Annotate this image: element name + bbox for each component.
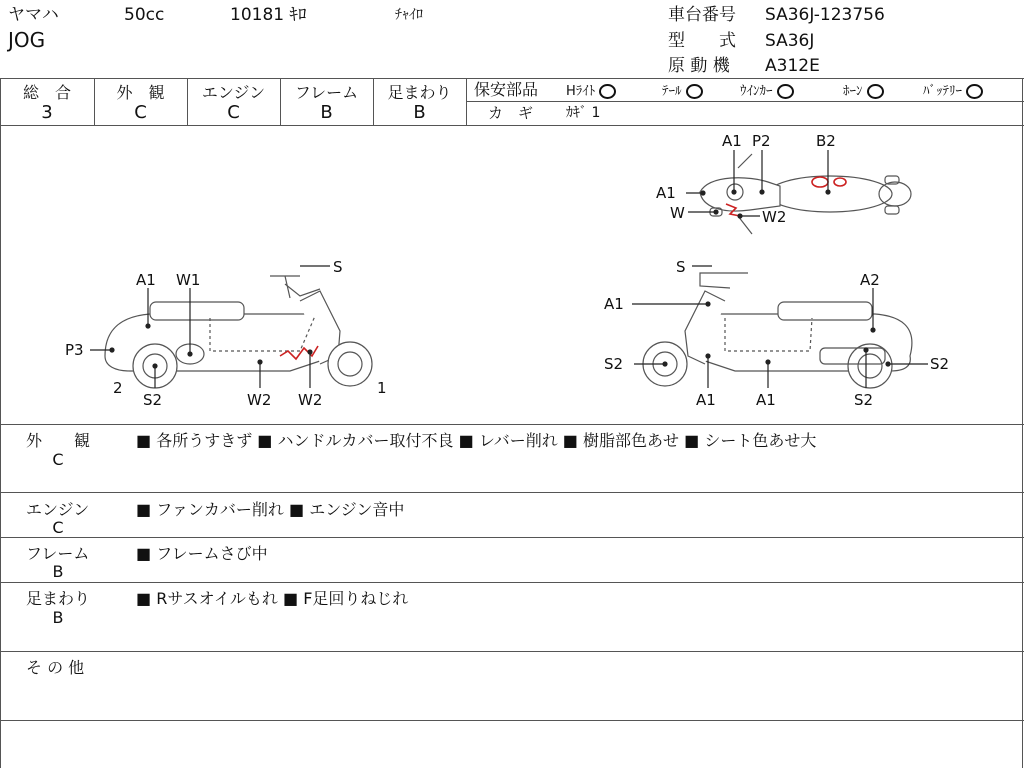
diagram-label: S <box>333 258 343 276</box>
section-grade-frame: B <box>52 562 64 581</box>
key-label: カ ギ <box>488 104 534 122</box>
displacement: 50cc <box>124 5 165 25</box>
section-label-exterior: 外 観 <box>26 431 91 450</box>
grade-header-suspension: 足まわり <box>387 83 452 102</box>
grade-value-engine: C <box>227 102 240 123</box>
diagram-label: A2 <box>860 271 880 289</box>
scooter-diagram <box>0 126 1022 424</box>
ok-circle-icon <box>599 84 616 99</box>
diagram-label: W2 <box>762 208 787 226</box>
engine-label: 原 動 機 <box>668 56 730 76</box>
section-items-exterior: ■ 各所うすきず ■ ハンドルカバー取付不良 ■ レバー削れ ■ 樹脂部色あせ ■ シート色あせ大 <box>136 431 817 450</box>
section-grade-suspension: B <box>52 608 64 627</box>
ok-circle-icon <box>867 84 884 99</box>
mileage: 10181 ｷﾛ <box>230 5 307 25</box>
section-items-suspension: ■ Rサスオイルもれ ■ F足回りねじれ <box>136 589 409 608</box>
diagram-label: B2 <box>816 132 836 150</box>
ok-circle-icon <box>777 84 794 99</box>
section-grade-exterior: C <box>52 450 64 469</box>
safety-label: 保安部品 <box>474 80 539 99</box>
diagram-label: A1 <box>696 391 716 409</box>
grade-header-overall: 総 合 <box>22 83 71 102</box>
diagram-label: W2 <box>247 391 272 409</box>
frame-no: SA36J-123756 <box>765 5 885 25</box>
frame-no-label: 車台番号 <box>668 5 736 25</box>
scooter-left-view <box>105 276 372 388</box>
diagram-label: 1 <box>377 379 387 397</box>
grade-header-frame: フレーム <box>294 83 359 102</box>
scooter-top-view <box>700 154 911 234</box>
section-label-engine: エンジン <box>26 500 90 519</box>
ok-circle-icon <box>686 84 703 99</box>
diagram-label: A1 <box>136 271 156 289</box>
diagram-label: S2 <box>604 355 624 373</box>
section-label-other: そ の 他 <box>26 658 85 677</box>
grade-header-exterior: 外 観 <box>116 83 165 102</box>
model-name: JOG <box>8 28 46 52</box>
safety-item-tail: ﾃｰﾙ <box>662 80 703 99</box>
section-items-engine: ■ ファンカバー削れ ■ エンジン音中 <box>136 500 405 519</box>
section-label-suspension: 足まわり <box>26 589 91 608</box>
diagram-label: S <box>676 258 686 276</box>
diagram-label: P3 <box>65 341 84 359</box>
grade-value-frame: B <box>320 102 333 123</box>
diagram-label: 2 <box>113 379 123 397</box>
section-label-frame: フレーム <box>26 544 90 563</box>
type-label: 型 式 <box>668 31 736 51</box>
grade-value-overall: 3 <box>41 102 53 123</box>
diagram-label: A1 <box>604 295 624 313</box>
safety-item-headlight: Hﾗｲﾄ <box>566 80 616 99</box>
diagram-label: S2 <box>143 391 163 409</box>
grade-header-engine: エンジン <box>201 83 266 102</box>
diagram-label: W <box>670 204 685 222</box>
diagram-label: S2 <box>854 391 874 409</box>
color: ﾁｬｲﾛ <box>395 7 423 23</box>
diagram-label: A1 <box>756 391 776 409</box>
diagram-label: A1 <box>656 184 676 202</box>
engine-value: A312E <box>765 56 820 76</box>
key-value: ｶｷﾞ 1 <box>566 105 601 121</box>
diagram-label: S2 <box>930 355 950 373</box>
maker: ヤマハ <box>8 5 59 25</box>
grade-value-suspension: B <box>413 102 426 123</box>
safety-item-horn: ﾎｰﾝ <box>843 80 884 99</box>
diagram-label: W1 <box>176 271 201 289</box>
safety-item-battery: ﾊﾞｯﾃﾘｰ <box>923 80 983 99</box>
diagram-label: W2 <box>298 391 323 409</box>
grade-value-exterior: C <box>134 102 147 123</box>
section-items-frame: ■ フレームさび中 <box>136 544 268 563</box>
section-grade-engine: C <box>52 518 64 537</box>
diagram-label: A1 <box>722 132 742 150</box>
type-value: SA36J <box>765 31 815 51</box>
ok-circle-icon <box>966 84 983 99</box>
diagram-label: P2 <box>752 132 771 150</box>
safety-item-winker: ｳｲﾝｶｰ <box>740 80 794 99</box>
